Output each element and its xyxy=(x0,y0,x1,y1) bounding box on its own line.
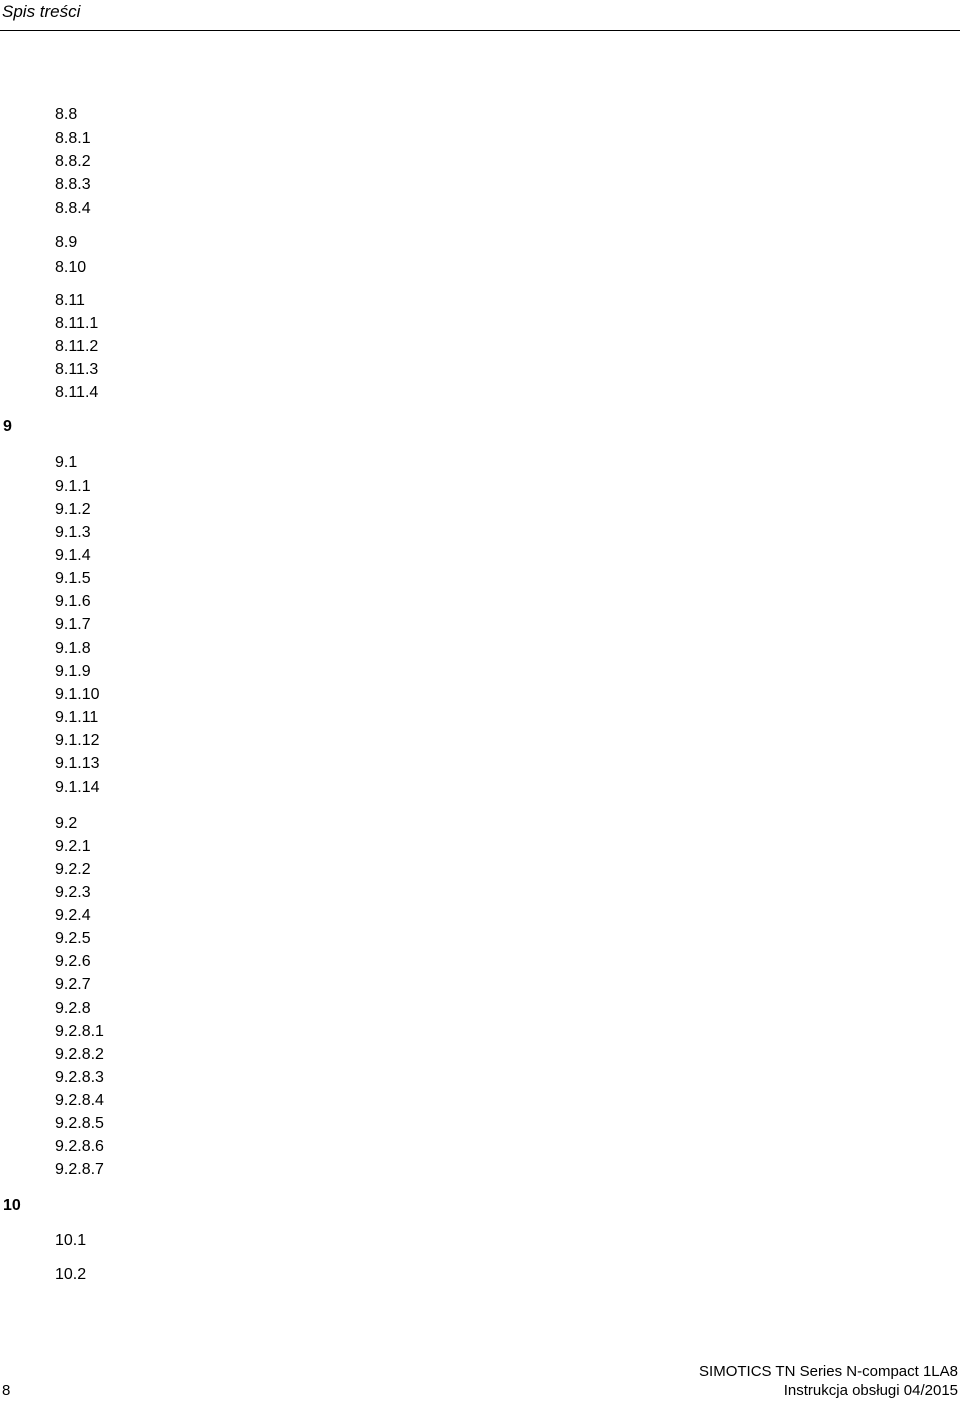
toc-entry-number: 10.2 xyxy=(55,1266,87,1283)
toc-entry-number: 8.8.4 xyxy=(55,200,91,217)
toc-entry-number: 10 xyxy=(3,1197,21,1214)
toc-entry-number: 8.8 xyxy=(55,106,78,123)
toc-entry-number: 9.2.4 xyxy=(55,907,91,924)
page-header xyxy=(0,0,960,31)
toc-entry-number: 8.8.2 xyxy=(55,153,91,170)
toc-entry-number: 9.1.5 xyxy=(55,570,91,587)
toc-entry-number: 9.1.4 xyxy=(55,547,91,564)
toc-entry-number: 8.11.4 xyxy=(55,384,99,401)
toc-entry-number: 8.11.3 xyxy=(55,361,99,378)
toc-entry-number: 9.2.8 xyxy=(55,1000,91,1017)
toc-entry-number: 9.2.8.4 xyxy=(55,1092,104,1109)
page-number: 8 xyxy=(2,1382,11,1399)
toc-entry-number: 9.2.3 xyxy=(55,884,91,901)
toc-entry-number: 9.2.7 xyxy=(55,976,91,993)
toc-entry-number: 9.2.8.3 xyxy=(55,1069,104,1086)
toc-entry-number: 8.8.3 xyxy=(55,176,91,193)
toc-entry-number: 9.1.10 xyxy=(55,686,100,703)
toc-entry-number: 10.1 xyxy=(55,1232,87,1249)
toc-entry-number: 9.1.11 xyxy=(55,709,99,726)
toc-entry-number: 8.11 xyxy=(55,292,85,309)
toc-entry-number: 9.2 xyxy=(55,815,78,832)
footer-product: SIMOTICS TN Series N-compact 1LA8 xyxy=(699,1363,958,1380)
toc-entry-number: 9.2.8.6 xyxy=(55,1138,104,1155)
toc-entry-number: 9.1.2 xyxy=(55,501,91,518)
toc-entry-number: 8.11.2 xyxy=(55,338,99,355)
toc-entry-number: 9.1.12 xyxy=(55,732,100,749)
toc-entry-number: 9.2.8.2 xyxy=(55,1046,104,1063)
toc-entry-number: 9.1.7 xyxy=(55,616,91,633)
toc-entry-number: 9 xyxy=(3,418,12,435)
toc-entry-number: 9.2.8.1 xyxy=(55,1023,104,1040)
toc-entry-number: 9.1.3 xyxy=(55,524,91,541)
toc-entry-number: 8.8.1 xyxy=(55,130,91,147)
toc-entry-number: 9.2.6 xyxy=(55,953,91,970)
section-title: Spis treści xyxy=(2,2,81,21)
toc-entry-number: 9.1.1 xyxy=(55,478,91,495)
toc-entry-number: 9.2.5 xyxy=(55,930,91,947)
toc-entry-number: 9.1.8 xyxy=(55,640,91,657)
toc-entry-number: 9.1.6 xyxy=(55,593,91,610)
toc-entry-number: 8.9 xyxy=(55,234,78,251)
toc-entry-number: 8.10 xyxy=(55,259,87,276)
toc-entry-number: 9.1.13 xyxy=(55,755,100,772)
toc-entry-number: 9.2.8.5 xyxy=(55,1115,104,1132)
toc-entry-number: 9.2.1 xyxy=(55,838,91,855)
toc-entry-number: 9.1.14 xyxy=(55,779,100,796)
toc-entry-number: 8.11.1 xyxy=(55,315,99,332)
footer-manual: Instrukcja obsługi 04/2015 xyxy=(783,1382,958,1399)
toc-entry-number: 9.1 xyxy=(55,454,78,471)
toc-entry-number: 9.2.8.7 xyxy=(55,1161,104,1178)
toc-entry-number: 9.2.2 xyxy=(55,861,91,878)
toc-entry-number: 9.1.9 xyxy=(55,663,91,680)
